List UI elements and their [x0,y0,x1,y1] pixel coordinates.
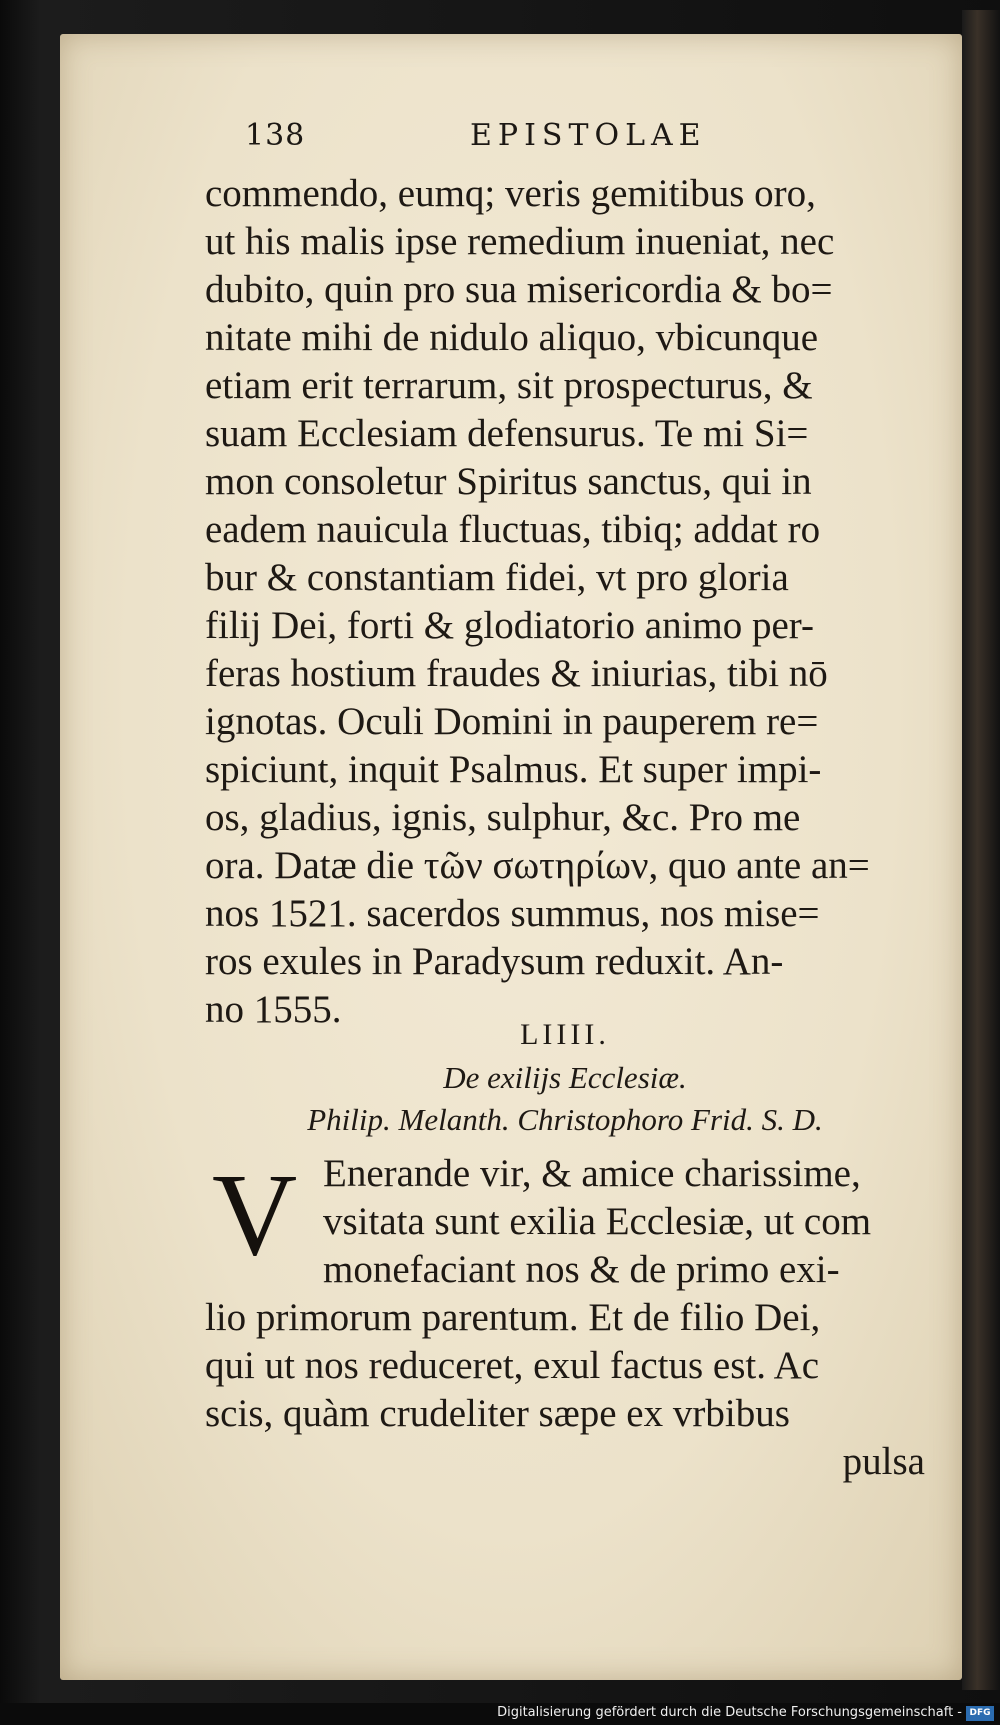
body-text [205,170,925,1034]
page-header [245,118,905,162]
text-line: ros exules in Paradysum reduxit. An- [205,940,784,983]
drop-initial: V [212,1149,298,1280]
text-line: os, gladius, ignis, sulphur, &c. Pro me [205,796,801,839]
text-line: ut his malis ipse remedium inueniat, nec [205,220,835,263]
letter-number: LIIII. [520,1018,610,1051]
text-line: scis, quàm crudeliter sæpe ex vrbibus [205,1392,790,1435]
text-line: ora. Datæ die τῶν σωτηρίων, quo ante an= [205,844,870,887]
dfg-logo-icon: DFG [966,1706,994,1721]
text-line: spiciunt, inquit Psalmus. Et super impi- [205,748,822,791]
book-edge [962,10,1000,1690]
text-line: eadem nauicula fluctuas, tibiq; addat ro [205,508,821,551]
catchword: pulsa [842,1440,925,1483]
footer-bar [0,1703,1000,1725]
text-line: feras hostium fraudes & iniurias, tibi nō [205,652,828,695]
text-line: mon consoletur Spiritus sanctus, qui in [205,460,812,503]
text-line: dubito, quin pro sua misericordia & bo= [205,268,833,311]
letter-body [205,1150,925,1486]
text-line: Enerande vir, & amice charissime, [323,1152,861,1195]
text-line: no 1555. [205,988,342,1031]
text-line: suam Ecclesiam defensurus. Te mi Si= [205,412,809,455]
text-line: bur & constantiam fidei, vt pro gloria [205,556,789,599]
text-line: nos 1521. sacerdos summus, nos mise= [205,892,820,935]
text-line: qui ut nos reduceret, exul factus est. Ac [205,1344,820,1387]
text-line: lio primorum parentum. Et de filio Dei, [205,1296,821,1339]
text-line: monefaciant nos & de primo exi- [323,1248,840,1291]
page-number: 138 [245,118,306,153]
running-title: EPISTOLAE [470,118,707,153]
text-line: nitate mihi de nidulo aliquo, vbicunque [205,316,819,359]
footer-credit: Digitalisierung gefördert durch die Deutsche Forschungsgemeinschaft - [497,1705,962,1720]
letter-address: Philip. Melanth. Christophoro Frid. S. D. [307,1102,823,1137]
text-line: ignotas. Oculi Domini in pauperem re= [205,700,819,743]
text-line: filij Dei, forti & glodiatorio animo per- [205,604,814,647]
letter-title: De exilijs Ecclesiæ. [443,1060,687,1095]
text-line: vsitata sunt exilia Ecclesiæ, ut com [323,1200,872,1243]
text-line: etiam erit terrarum, sit prospecturus, & [205,364,813,407]
text-line: commendo, eumq; veris gemitibus oro, [205,172,816,215]
